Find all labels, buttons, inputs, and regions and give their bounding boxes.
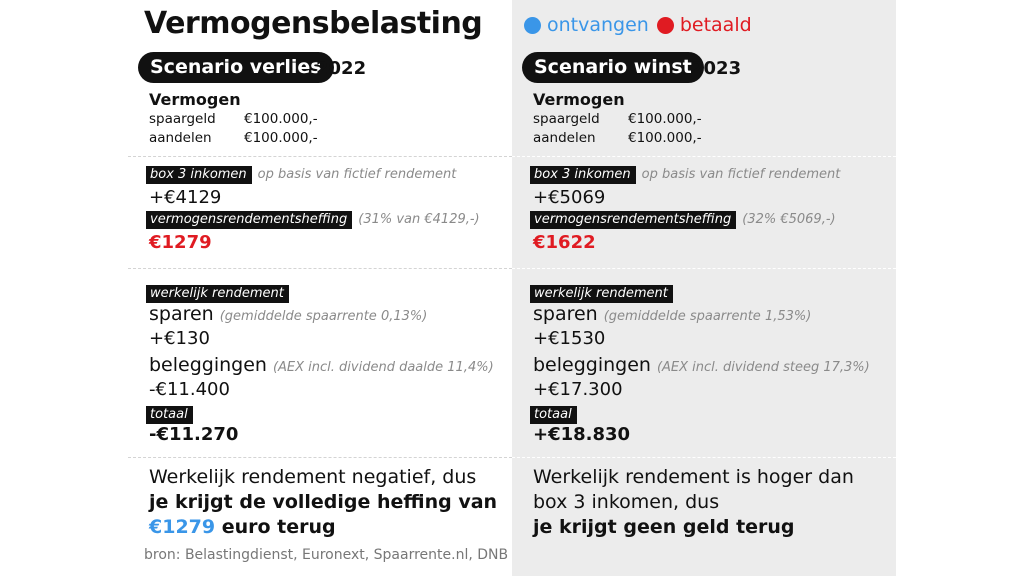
right-invest-row bbox=[533, 354, 870, 376]
left-saving-row bbox=[149, 303, 427, 325]
left-saving-value: +€130 bbox=[149, 328, 210, 349]
left-invest-label: beleggingen bbox=[149, 354, 267, 376]
right-levy-row bbox=[530, 211, 836, 229]
left-total-value: -€11.270 bbox=[149, 424, 239, 445]
right-total-row bbox=[530, 403, 577, 422]
left-actual-tag: werkelijk rendement bbox=[146, 285, 289, 303]
right-year: 2023 bbox=[691, 58, 742, 79]
right-total-value: +€18.830 bbox=[533, 424, 631, 445]
received-dot-icon bbox=[524, 17, 541, 34]
left-total-row bbox=[146, 403, 193, 422]
right-savings-value: €100.000,- bbox=[628, 111, 702, 127]
page-title: Vermogensbelasting bbox=[144, 6, 483, 41]
left-assets-title: Vermogen bbox=[149, 90, 241, 109]
left-actual-row bbox=[146, 282, 289, 301]
left-divider-2 bbox=[128, 268, 512, 269]
source-note: bron: Belastingdienst, Euronext, Spaarrente.nl, DNB bbox=[144, 547, 509, 563]
right-levy-note: (32% €5069,-) bbox=[742, 212, 836, 227]
left-box3-row bbox=[146, 166, 456, 184]
right-shares-value: €100.000,- bbox=[628, 130, 702, 146]
left-year: 2022 bbox=[316, 58, 367, 79]
right-box3-value: +€5069 bbox=[533, 187, 606, 208]
left-conclusion-line3 bbox=[149, 516, 336, 538]
right-saving-note: (gemiddelde spaarrente 1,53%) bbox=[603, 309, 812, 324]
right-invest-label: beleggingen bbox=[533, 354, 651, 376]
left-invest-row bbox=[149, 354, 494, 376]
left-shares-value: €100.000,- bbox=[244, 130, 318, 146]
right-saving-label: sparen bbox=[533, 303, 598, 325]
right-actual-tag: werkelijk rendement bbox=[530, 285, 673, 303]
right-divider-2 bbox=[512, 268, 896, 269]
left-conclusion-suffix: euro terug bbox=[221, 516, 336, 538]
left-total-tag: totaal bbox=[146, 406, 193, 424]
left-saving-note: (gemiddelde spaarrente 0,13%) bbox=[219, 309, 428, 324]
right-box3-row bbox=[530, 166, 840, 184]
legend-paid-label: betaald bbox=[679, 14, 752, 36]
right-box3-note: op basis van fictief rendement bbox=[641, 167, 841, 182]
right-levy-tag: vermogensrendementsheffing bbox=[530, 211, 736, 229]
left-savings-label: spaargeld bbox=[149, 111, 216, 127]
right-assets-title: Vermogen bbox=[533, 90, 625, 109]
right-saving-row bbox=[533, 303, 811, 325]
paid-dot-icon bbox=[657, 17, 674, 34]
right-shares-label: aandelen bbox=[533, 130, 596, 146]
left-scenario-badge: Scenario verlies bbox=[138, 52, 334, 83]
right-total-tag: totaal bbox=[530, 406, 577, 424]
left-box3-tag: box 3 inkomen bbox=[146, 166, 252, 184]
left-conclusion-line2: je krijgt de volledige heffing van bbox=[149, 491, 498, 513]
right-saving-value: +€1530 bbox=[533, 328, 606, 349]
right-conclusion-line3: je krijgt geen geld terug bbox=[533, 516, 795, 538]
right-scenario-badge: Scenario winst bbox=[522, 52, 704, 83]
right-savings-label: spaargeld bbox=[533, 111, 600, 127]
left-invest-note: (AEX incl. dividend daalde 11,4%) bbox=[272, 360, 494, 375]
left-divider-1 bbox=[128, 156, 512, 157]
left-invest-value: -€11.400 bbox=[149, 379, 230, 400]
left-levy-row bbox=[146, 211, 480, 229]
right-levy-value: €1622 bbox=[533, 232, 596, 253]
right-box3-tag: box 3 inkomen bbox=[530, 166, 636, 184]
left-conclusion-amount: €1279 bbox=[149, 516, 216, 538]
right-conclusion-line2: box 3 inkomen, dus bbox=[533, 491, 720, 513]
right-divider-3 bbox=[512, 457, 896, 458]
left-saving-label: sparen bbox=[149, 303, 214, 325]
legend-received-label: ontvangen bbox=[547, 14, 649, 36]
left-savings-value: €100.000,- bbox=[244, 111, 318, 127]
right-actual-row bbox=[530, 282, 673, 301]
right-divider-1 bbox=[512, 156, 896, 157]
right-invest-value: +€17.300 bbox=[533, 379, 623, 400]
left-box3-value: +€4129 bbox=[149, 187, 222, 208]
legend bbox=[524, 14, 752, 36]
right-conclusion-line1: Werkelijk rendement is hoger dan bbox=[533, 466, 854, 488]
left-levy-value: €1279 bbox=[149, 232, 212, 253]
left-conclusion-line1: Werkelijk rendement negatief, dus bbox=[149, 466, 477, 488]
left-levy-note: (31% van €4129,-) bbox=[358, 212, 480, 227]
left-levy-tag: vermogensrendementsheffing bbox=[146, 211, 352, 229]
left-shares-label: aandelen bbox=[149, 130, 212, 146]
right-invest-note: (AEX incl. dividend steeg 17,3%) bbox=[656, 360, 870, 375]
left-divider-3 bbox=[128, 457, 512, 458]
left-box3-note: op basis van fictief rendement bbox=[257, 167, 457, 182]
